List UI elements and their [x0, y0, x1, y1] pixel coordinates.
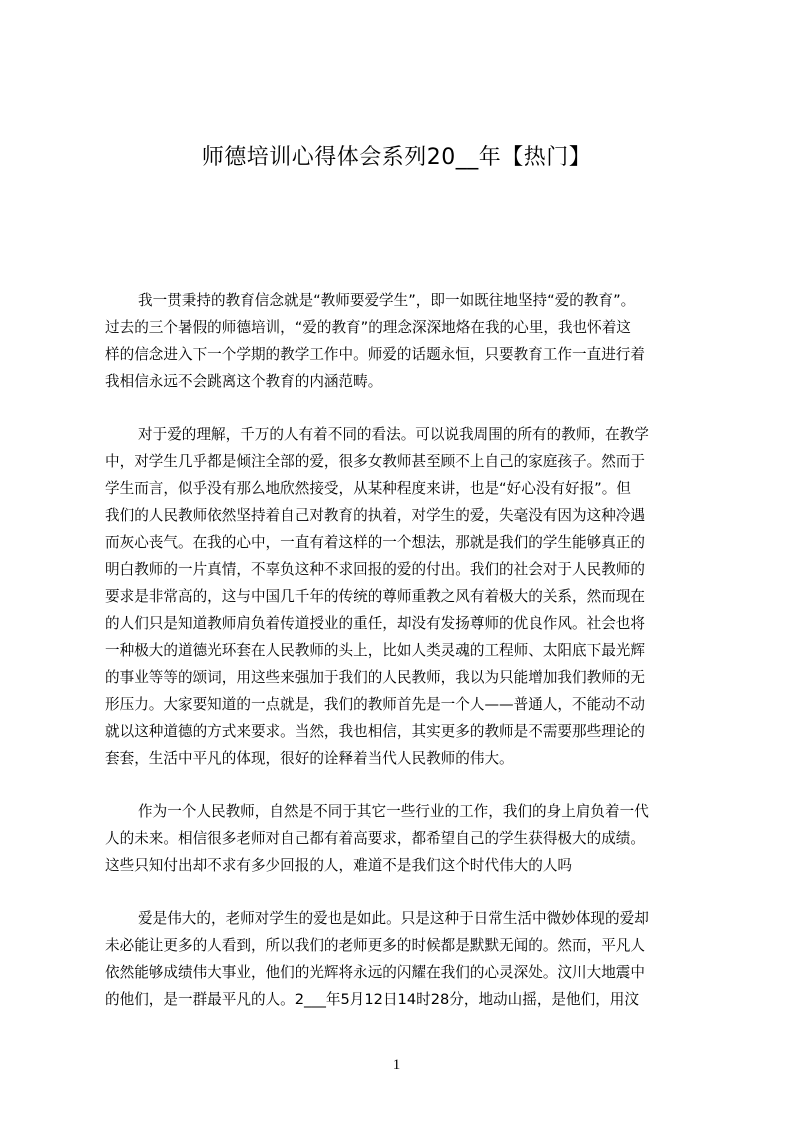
paragraph-line: 依然能够成绩伟大事业，他们的光辉将永远的闪耀在我们的心灵深处。汶川大地震中 — [105, 964, 645, 981]
paragraph-line: 的人们只是知道教师肩负着传道授业的重任，却没有发扬尊师的优良作风。社会也将 — [105, 615, 645, 632]
page-number: 1 — [392, 1057, 401, 1073]
paragraph-line: 明白教师的一片真情，不辜负这种不求回报的爱的付出。我们的社会对于人民教师的 — [105, 561, 645, 578]
paragraph-line: 我相信永远不会跳离这个教育的内涵范畴。 — [105, 373, 383, 390]
document-body — [105, 287, 698, 1039]
paragraph-line: 人的未来。相信很多老师对自己都有着高要求，都希望自己的学生获得极大的成绩。 — [105, 830, 645, 847]
paragraph-line: 爱是伟大的，老师对学生的爱也是如此。只是这种于日常生活中微妙体现的爱却 — [138, 910, 649, 927]
paragraph-line: 我一贯秉持的教育信念就是“教师要爱学生”，即一如既往地坚持“爱的教育”。 — [138, 292, 636, 309]
paragraph-line: 未必能让更多的人看到，所以我们的老师更多的时候都是默默无闻的。然而，平凡人 — [105, 937, 645, 954]
paragraph-line: 就以这种道德的方式来要求。当然，我也相信，其实更多的教师是不需要那些理论的 — [105, 723, 645, 740]
paragraph-line: 的事业等等的颂词，用这些来强加于我们的人民教师，我以为只能增加我们教师的无 — [105, 669, 645, 686]
paragraph-line: 过去的三个暑假的师德培训，“爱的教育”的理念深深地烙在我的心里，我也怀着这 — [105, 319, 631, 336]
paragraph-3 — [105, 798, 698, 879]
paragraph-line: 要求是非常高的，这与中国几千年的传统的尊师重教之风有着极大的关系，然而现在 — [105, 588, 645, 605]
paragraph-4 — [105, 905, 698, 1013]
document-title: 师德培训心得体会系列20__年【热门】 — [201, 145, 592, 170]
paragraph-line: 的他们，是一群最平凡的人。2___年5月12日14时28分，地动山摇，是他们，用汶 — [105, 991, 639, 1008]
paragraph-2 — [105, 421, 698, 772]
paragraph-line: 对于爱的理解，千万的人有着不同的看法。可以说我周围的所有的教师，在教学 — [138, 426, 649, 443]
paragraph-line: 一种极大的道德光环套在人民教师的头上，比如人类灵魂的工程师、太阳底下最光辉 — [105, 642, 645, 659]
paragraph-line: 而灰心丧气。在我的心中，一直有着这样的一个想法，那就是我们的学生能够真正的 — [105, 534, 645, 551]
paragraph-line: 学生而言，似乎没有那么地欣然接受，从某种程度来讲，也是“好心没有好报”。但 — [105, 480, 631, 497]
paragraph-line: 这些只知付出却不求有多少回报的人，难道不是我们这个时代伟大的人吗 — [105, 857, 573, 874]
paragraph-1 — [105, 287, 698, 395]
paragraph-line: 作为一个人民教师，自然是不同于其它一些行业的工作，我们的身上肩负着一代 — [138, 803, 649, 820]
paragraph-line: 中，对学生几乎都是倾注全部的爱，很多女教师甚至顾不上自己的家庭孩子。然而于 — [105, 453, 645, 470]
paragraph-line: 形压力。大家要知道的一点就是，我们的教师首先是一个人——普通人，不能动不动 — [105, 696, 645, 713]
paragraph-line: 我们的人民教师依然坚持着自己对教育的执着，对学生的爱，失毫没有因为这种冷遇 — [105, 507, 645, 524]
paragraph-line: 样的信念进入下一个学期的教学工作中。师爱的话题永恒，只要教育工作一直进行着 — [105, 346, 645, 363]
paragraph-line: 套套，生活中平凡的体现，很好的诠释着当代人民教师的伟大。 — [105, 750, 514, 767]
